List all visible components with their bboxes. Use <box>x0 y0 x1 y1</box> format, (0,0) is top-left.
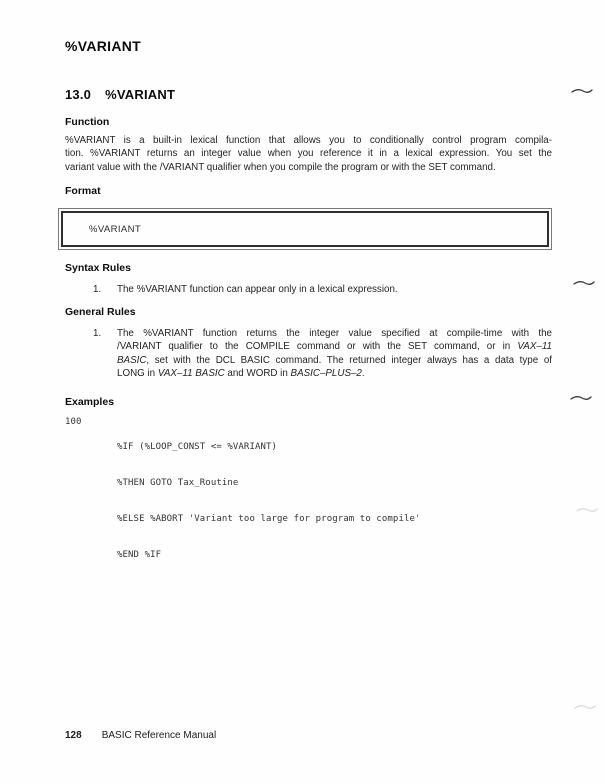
syntax-rule-item <box>93 283 552 296</box>
section-title: %VARIANT <box>105 87 176 102</box>
section-heading <box>65 87 175 102</box>
margin-scan-mark <box>570 393 592 403</box>
code-line-number: 100 <box>65 417 82 427</box>
page-footer <box>65 730 216 741</box>
general-rule-text <box>117 327 552 380</box>
code-line: %END %IF <box>117 550 162 560</box>
format-heading: Format <box>65 185 101 197</box>
function-paragraph-line: tion. %VARIANT returns an integer value when you reference it in a lexical expression. You set the <box>65 148 552 160</box>
function-heading: Function <box>65 116 110 128</box>
code-line: %ELSE %ABORT 'Variant too large for program to compile' <box>117 514 421 524</box>
general-rule-line: LONG in VAX–11 BASIC and WORD in BASIC–PLUS–2. <box>117 367 365 379</box>
function-paragraph-line: variant value with the /VARIANT qualifier when you compile the program or with the SET command. <box>65 161 496 173</box>
function-paragraph <box>65 134 552 174</box>
code-example <box>117 417 421 585</box>
general-rule-line: BASIC, set with the DCL BASIC command. The returned integer always has a data type of <box>117 354 552 366</box>
page-number: 128 <box>65 730 82 741</box>
margin-scan-mark-faint <box>576 505 598 515</box>
general-rule-line: /VARIANT qualifier to the COMPILE command or with the SET command, or in VAX–11 <box>117 341 552 353</box>
margin-scan-mark <box>571 86 593 96</box>
manual-title: BASIC Reference Manual <box>101 730 217 741</box>
code-line: %THEN GOTO Tax_Routine <box>117 478 239 488</box>
syntax-rule-text: The %VARIANT function can appear only in a lexical expression. <box>117 284 398 295</box>
margin-scan-mark <box>573 278 595 288</box>
examples-heading: Examples <box>65 396 115 408</box>
section-number: 13.0 <box>65 87 92 102</box>
running-header: %VARIANT <box>65 38 142 54</box>
function-paragraph-line: %VARIANT is a built-in lexical function that allows you to conditionally control program compila- <box>65 135 552 146</box>
code-line: %IF (%LOOP_CONST <= %VARIANT) <box>117 442 278 452</box>
margin-scan-mark-faint <box>574 702 596 712</box>
format-box <box>58 208 552 250</box>
format-syntax-text: %VARIANT <box>89 223 142 235</box>
general-rules-heading: General Rules <box>65 306 136 318</box>
list-item-number: 1. <box>93 328 102 339</box>
general-rule-line: The %VARIANT function returns the integer value specified at compile-time with the <box>117 328 552 339</box>
format-box-inner-border <box>61 211 549 247</box>
syntax-rules-heading: Syntax Rules <box>65 262 131 274</box>
list-item-number: 1. <box>93 284 102 295</box>
general-rule-item <box>93 327 552 380</box>
